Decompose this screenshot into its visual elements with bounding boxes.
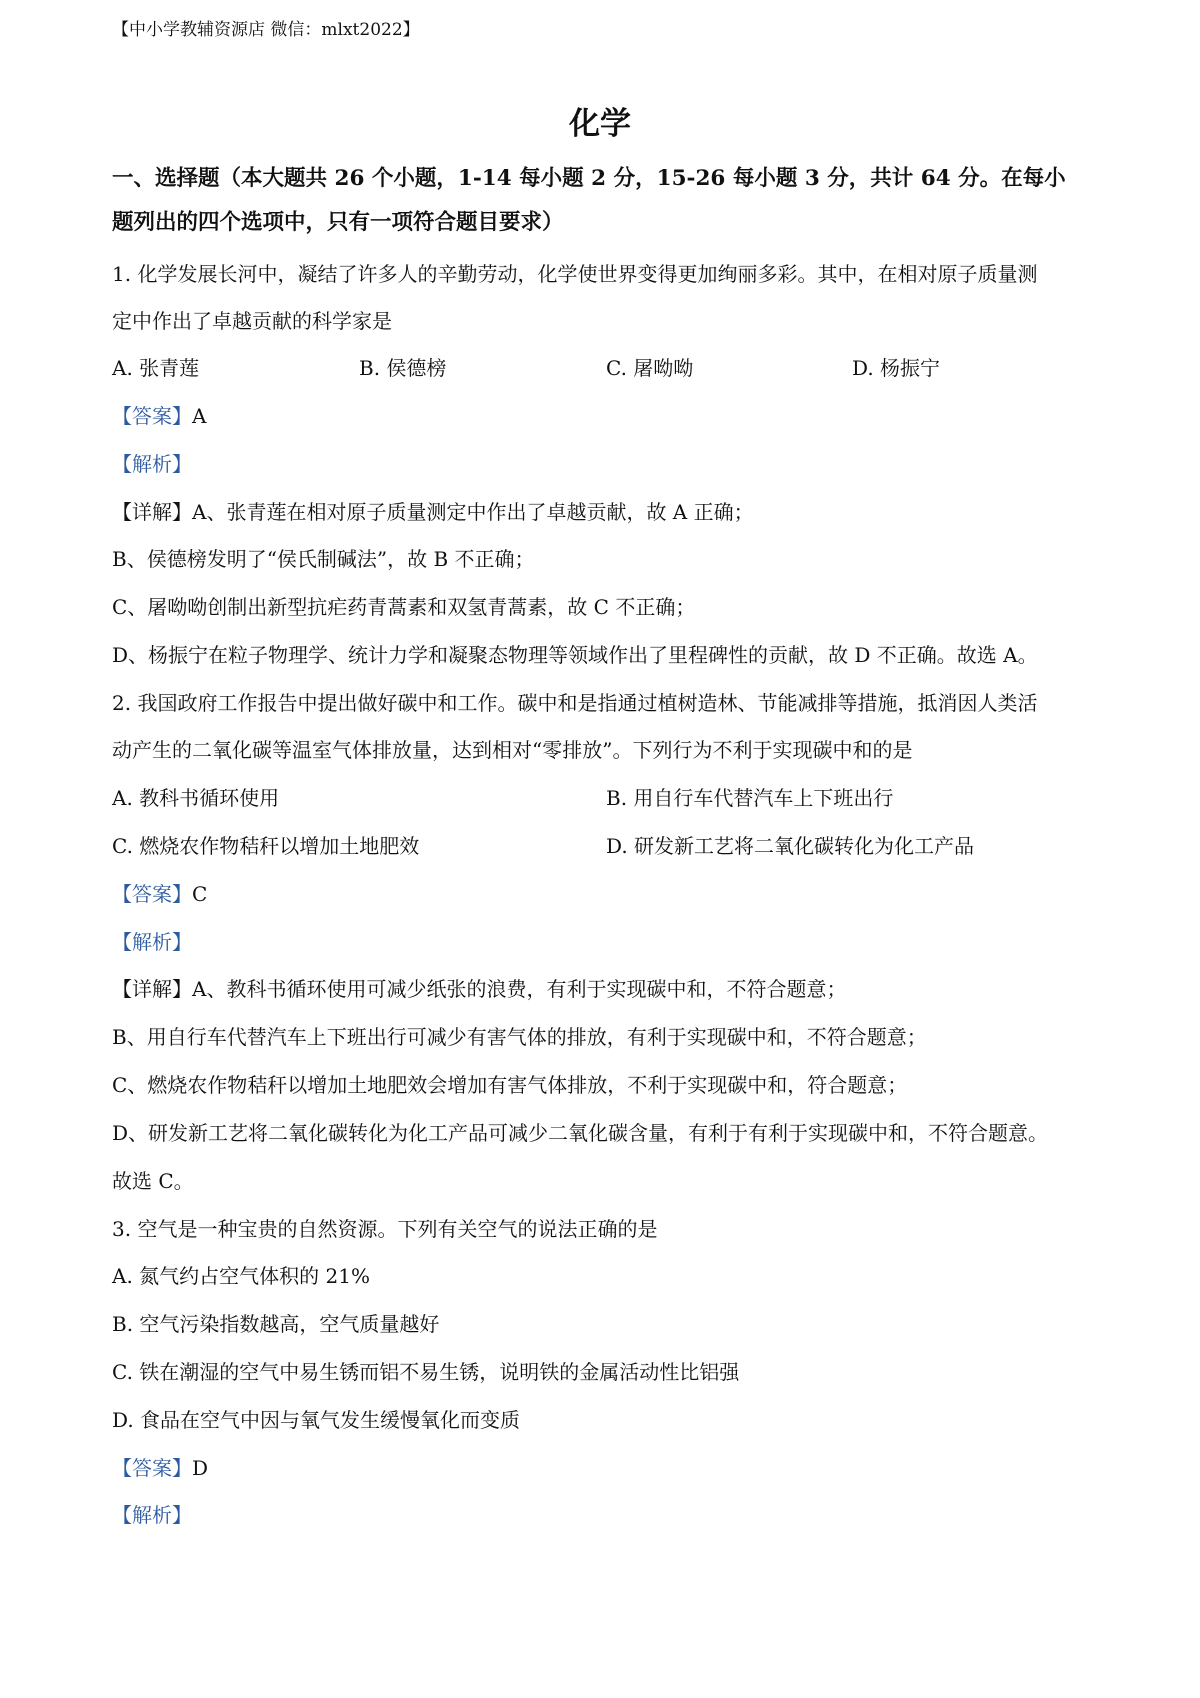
q2-detail-line3: C、燃烧农作物秸秆以增加土地肥效会增加有害气体排放，不利于实现碳中和，符合题意；: [112, 1073, 908, 1097]
q2-option-b: B. 用自行车代替汽车上下班出行: [606, 786, 894, 810]
section-heading-line2: 题列出的四个选项中，只有一项符合题目要求）: [112, 210, 564, 235]
detail-label: 【详解】: [112, 500, 192, 524]
q1-detail-line3: C、屠呦呦创制出新型抗疟药青蒿素和双氢青蒿素，故 C 不正确；: [112, 595, 696, 619]
q2-detail-line4: D、研发新工艺将二氧化碳转化为化工产品可减少二氧化碳含量，有利于有利于实现碳中和，不符合题意。: [112, 1121, 1049, 1145]
watermark-header: 【中小学教辅资源店 微信：mlxt2022】: [112, 20, 420, 40]
answer-label: 【答案】: [112, 404, 192, 428]
q2-option-a: A. 教科书循环使用: [112, 786, 280, 810]
q1-analysis-label: 【解析】: [112, 452, 192, 476]
q1-detail-text1: A、张青莲在相对原子质量测定中作出了卓越贡献，故 A 正确；: [192, 500, 754, 524]
q3-stem: 3. 空气是一种宝贵的自然资源。下列有关空气的说法正确的是: [112, 1217, 658, 1241]
q2-analysis-label: 【解析】: [112, 930, 192, 954]
page-title: 化学: [569, 106, 631, 142]
q2-answer: [112, 879, 1102, 909]
q2-detail-line5: 故选 C。: [112, 1169, 194, 1193]
q1-option-a: A. 张青莲: [112, 356, 200, 380]
q1-detail-line2: B、侯德榜发明了“侯氏制碱法”，故 B 不正确；: [112, 547, 535, 571]
q2-stem-line1: 2. 我国政府工作报告中提出做好碳中和工作。碳中和是指通过植树造林、节能减排等措施，抵消因人类活: [112, 691, 1038, 715]
section-heading-line1: 一、选择题（本大题共 26 个小题，1-14 每小题 2 分，15-26 每小题 3 分，共计 64 分。在每小: [112, 166, 1066, 191]
q1-answer-value: A: [192, 404, 207, 428]
q2-detail-line2: B、用自行车代替汽车上下班出行可减少有害气体的排放，有利于实现碳中和，不符合题意；: [112, 1025, 927, 1049]
q2-detail-line1: [112, 974, 1102, 1004]
q1-option-b: B. 侯德榜: [359, 356, 447, 380]
q1-detail-line1: [112, 497, 1102, 527]
q3-answer: [112, 1453, 1102, 1483]
answer-label: 【答案】: [112, 882, 192, 906]
answer-label: 【答案】: [112, 1456, 192, 1480]
detail-label: 【详解】: [112, 977, 192, 1001]
q1-option-d: D. 杨振宁: [852, 356, 941, 380]
q3-option-a: A. 氮气约占空气体积的 21%: [112, 1264, 370, 1288]
q2-stem-line2: 动产生的二氧化碳等温室气体排放量，达到相对“零排放”。下列行为不利于实现碳中和的是: [112, 738, 913, 762]
q2-answer-value: C: [192, 882, 208, 906]
q2-detail-text1: A、教科书循环使用可减少纸张的浪费，有利于实现碳中和，不符合题意；: [192, 977, 847, 1001]
q1-answer: [112, 401, 1102, 431]
q1-option-c: C. 屠呦呦: [606, 356, 694, 380]
q1-stem-line2: 定中作出了卓越贡献的科学家是: [112, 309, 392, 333]
q2-option-c: C. 燃烧农作物秸秆以增加土地肥效: [112, 834, 420, 858]
q3-answer-value: D: [192, 1456, 209, 1480]
q2-option-d: D. 研发新工艺将二氧化碳转化为化工产品: [606, 834, 975, 858]
q1-stem-line1: 1. 化学发展长河中，凝结了许多人的辛勤劳动，化学使世界变得更加绚丽多彩。其中，在相对原子质量测: [112, 262, 1038, 286]
q1-detail-line4: D、杨振宁在粒子物理学、统计力学和凝聚态物理等领域作出了里程碑性的贡献，故 D 不正确。故选 A。: [112, 643, 1038, 667]
q3-option-c: C. 铁在潮湿的空气中易生锈而铝不易生锈，说明铁的金属活动性比铝强: [112, 1360, 740, 1384]
q3-option-b: B. 空气污染指数越高，空气质量越好: [112, 1312, 440, 1336]
q3-option-d: D. 食品在空气中因与氧气发生缓慢氧化而变质: [112, 1408, 521, 1432]
q3-analysis-label: 【解析】: [112, 1503, 192, 1527]
